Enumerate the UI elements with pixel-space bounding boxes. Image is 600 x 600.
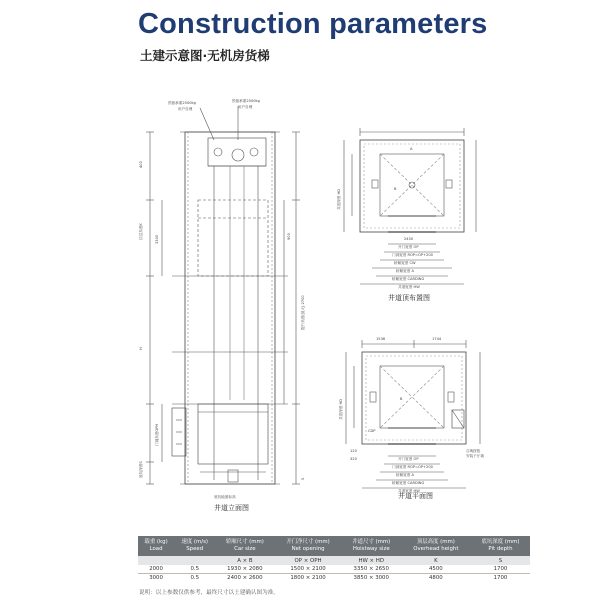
- top-plan-caption: 井道顶布置图: [388, 294, 430, 302]
- header-net-opening: 开门净尺寸 (mm) Net opening: [274, 536, 341, 556]
- svg-text:900: 900: [287, 233, 291, 240]
- page-subtitle: 土建示意图·无机房货梯: [140, 48, 270, 63]
- table-row: 2000 0.5 1930 × 2080 1500 × 2100 3350 × 2650 4500 1700: [138, 565, 530, 574]
- svg-text:门洞宽度 ROP=OP+200: 门洞宽度 ROP=OP+200: [392, 253, 433, 257]
- svg-text:井道宽度 HW: 井道宽度 HW: [398, 285, 420, 289]
- svg-text:B: B: [394, 187, 397, 191]
- svg-text:3300: 3300: [155, 234, 159, 244]
- svg-text:轿厢宽度 A: 轿厢宽度 A: [396, 473, 414, 477]
- hook-left-label: 预留承重2500kg: [168, 101, 196, 105]
- svg-text:召唤按钮: 召唤按钮: [466, 449, 481, 453]
- header-car-size: 轿厢尺寸 (mm) Car size: [215, 536, 274, 556]
- svg-text:轿厢宽度 A: 轿厢宽度 A: [396, 269, 414, 273]
- svg-text:轿厢宽度 CARDING: 轿厢宽度 CARDING: [392, 277, 425, 281]
- svg-text:320: 320: [350, 457, 357, 461]
- svg-text:开门宽度 OP: 开门宽度 OP: [398, 245, 419, 249]
- svg-text:开门宽度 OP: 开门宽度 OP: [398, 457, 419, 461]
- svg-text:门洞宽度 ROP=OP+200: 门洞宽度 ROP=OP+200: [392, 465, 433, 469]
- svg-text:底坑地面标高: 底坑地面标高: [214, 495, 236, 499]
- table-row: 3000 0.5 2400 × 2600 1800 × 2100 3850 × 3000 4800 1700: [149, 575, 508, 581]
- table-subheader-row: A × B OP × OPH HW × HD K S: [138, 556, 530, 565]
- header-pit-depth: 底坑深度 (mm) Pit depth: [471, 536, 530, 556]
- floor-plan-caption: 井道平面图: [398, 492, 433, 500]
- parameters-table: [138, 536, 530, 582]
- hook-left-note: 用户自理: [178, 107, 193, 111]
- svg-text:2450: 2450: [404, 237, 414, 241]
- header-load: 载重 (kg) Load: [138, 536, 174, 556]
- elevation-text: [138, 98, 305, 499]
- page-title: Construction parameters: [138, 8, 488, 40]
- svg-text:1744: 1744: [432, 337, 442, 341]
- svg-text:H: H: [139, 347, 143, 350]
- svg-text:门洞高度OPH: 门洞高度OPH: [155, 423, 159, 446]
- svg-text:井道宽度 HW: 井道宽度 HW: [398, 489, 420, 493]
- svg-text:顶层高度K: 顶层高度K: [139, 223, 143, 240]
- floor-plan-text: [338, 337, 484, 493]
- svg-text:B: B: [400, 397, 403, 401]
- elevation-drawing: [146, 106, 300, 484]
- hook-right-note: 用户自理: [238, 105, 253, 109]
- svg-text:120: 120: [350, 449, 357, 453]
- elevation-caption: 井道立面图: [214, 504, 249, 512]
- svg-text:400: 400: [139, 161, 143, 168]
- svg-text:S: S: [301, 477, 305, 480]
- footnote: 说明：以上参数仅供参考，最终尺寸以土建确认图为准。: [139, 590, 279, 596]
- svg-text:底坑深度S: 底坑深度S: [139, 461, 143, 478]
- table-header-row: [138, 536, 530, 556]
- svg-text:提升高度(最大) 2700: 提升高度(最大) 2700: [301, 295, 305, 330]
- hook-right-label: 预留承重2500kg: [232, 99, 260, 103]
- svg-text:井道深度 HD: 井道深度 HD: [339, 399, 343, 420]
- svg-text:井道深度 HD: 井道深度 HD: [337, 189, 341, 210]
- svg-text:CDP: CDP: [368, 429, 376, 433]
- header-hoistway: 井道尺寸 (mm) Hoistway size: [342, 536, 401, 556]
- top-plan-a-mark: A: [410, 147, 413, 151]
- svg-text:1536: 1536: [376, 337, 386, 341]
- svg-text:轿厢宽度 CW: 轿厢宽度 CW: [394, 261, 416, 265]
- header-overhead: 顶层高度 (mm) Overhead height: [401, 536, 471, 556]
- header-speed: 速度 (m/s) Speed: [174, 536, 215, 556]
- svg-text:安装于厅墙: 安装于厅墙: [466, 454, 484, 458]
- svg-text:轿厢宽度 CARDING: 轿厢宽度 CARDING: [392, 481, 425, 485]
